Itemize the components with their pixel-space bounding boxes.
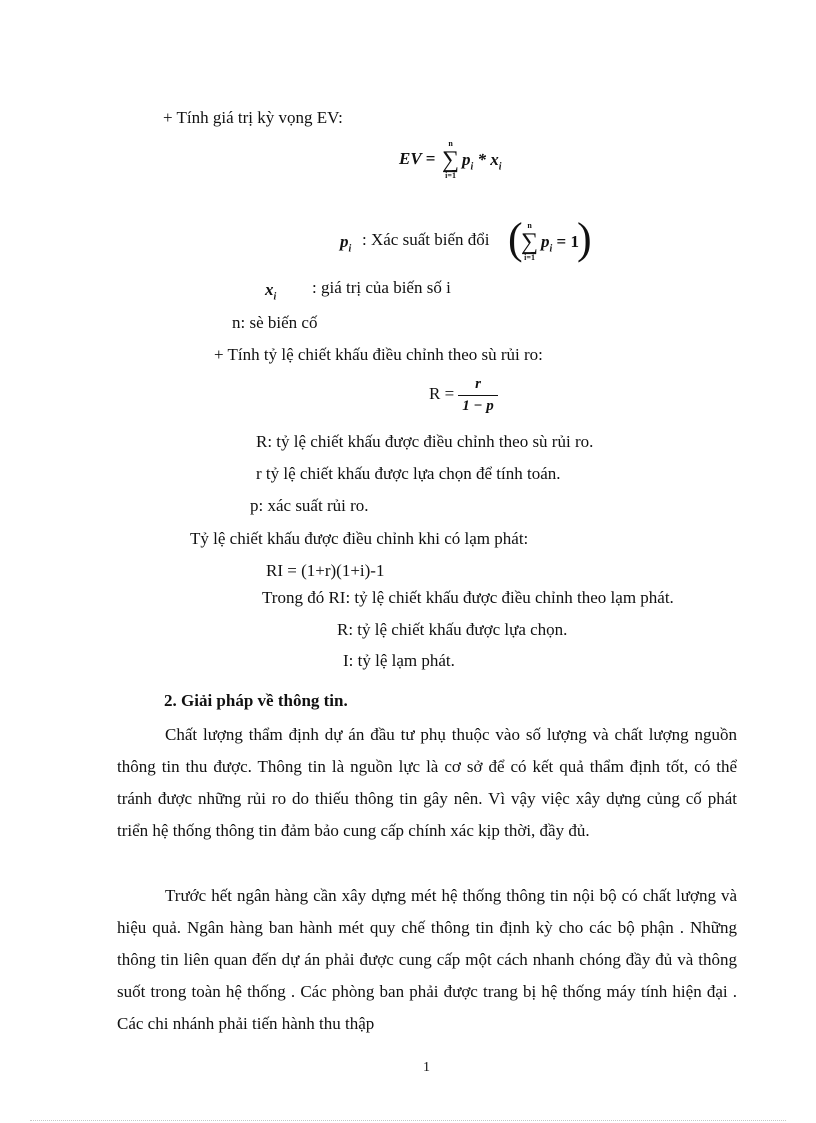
- pi-cond-term: $p_i = 1$: [541, 232, 579, 255]
- page-bottom-rule: [30, 1120, 786, 1121]
- ev-lhs: EV =: [399, 149, 436, 168]
- risk-denominator: 1 − p: [462, 398, 494, 414]
- infl-def3: I: tỷ lệ lạm phát.: [343, 651, 455, 670]
- section-title: 2. Giải pháp về thông tin.: [164, 691, 348, 710]
- infl-formula: RI = (1+r)(1+i)-1: [266, 561, 385, 580]
- risk-heading: + Tính tỷ lệ chiết khấu điều chỉnh theo sù rủi ro:: [214, 345, 543, 364]
- infl-heading: Tỷ lệ chiết khấu được điều chỉnh khi có lạm phát:: [190, 529, 529, 548]
- infl-def1: Trong đó RI: tỷ lệ chiết khấu được điều chỉnh theo lạm phát.: [262, 588, 674, 607]
- pi-sum-lower: i=1: [524, 253, 535, 262]
- page-number: 1: [423, 1060, 430, 1075]
- r-def2: r tỷ lệ chiết khấu được lựa chọn để tính toán.: [256, 464, 561, 483]
- right-paren: ): [577, 214, 592, 263]
- paragraph-2: Trước hết ngân hàng cần xây dựng mét hệ thống thông tin nội bộ có chất lượng và hiệu quả. Ngân hàng ban hành mét quy chế thông tin định kỳ cho các bộ phận . Những thông tin liên quan đến dự án phải được cung cấp một cách nhanh chóng đầy đủ và thông suốt trong toàn hệ thống . Các phòng ban phải được trang bị hệ thống máy tính hiện đại . Các chi nhánh phải tiến hành thu thập: [117, 886, 737, 1033]
- pi-sum-symbol: n ∑ i=1: [521, 221, 539, 262]
- r-def1: R: tỷ lệ chiết khấu được điều chỉnh theo sù rủi ro.: [256, 432, 594, 451]
- n-desc: n: sè biến cố: [232, 313, 318, 332]
- pi-symbol: $p_i$: [340, 232, 352, 255]
- left-paren: (: [508, 214, 523, 263]
- p-def: p: xác suất rủi ro.: [250, 496, 369, 515]
- infl-def2: R: tỷ lệ chiết khấu được lựa chọn.: [337, 620, 568, 639]
- ev-heading: + Tính giá trị kỳ vọng EV:: [163, 108, 343, 127]
- risk-lhs: R =: [429, 384, 455, 403]
- paragraph-1: Chất lượng thẩm định dự án đầu tư phụ thuộc vào số lượng và chất lượng nguồn thông tin thu được. Thông tin là nguồn lực là cơ sở để có kết quả thẩm định tốt, có thể tránh được những rủi ro do thiếu thông tin gây nên. Vì vậy việc xây dựng củng cố phát triển hệ thống thông tin đảm bảo cung cấp chính xác kịp thời, đầy đủ.: [117, 725, 737, 840]
- risk-fraction: [458, 376, 498, 415]
- xi-symbol: $x_i$: [265, 280, 277, 303]
- xi-desc: : giá trị của biến số i: [312, 278, 451, 297]
- pi-desc: : Xác suất biến đổi: [362, 230, 490, 249]
- pi-sum-upper: n: [527, 221, 532, 230]
- ev-sum-upper: n: [448, 139, 453, 148]
- ev-term: $p_i * x_i$: [462, 150, 502, 173]
- risk-numerator: r: [458, 376, 498, 396]
- ev-sum-symbol: n ∑ i=1: [442, 139, 460, 180]
- ev-sum-lower: i=1: [445, 171, 456, 180]
